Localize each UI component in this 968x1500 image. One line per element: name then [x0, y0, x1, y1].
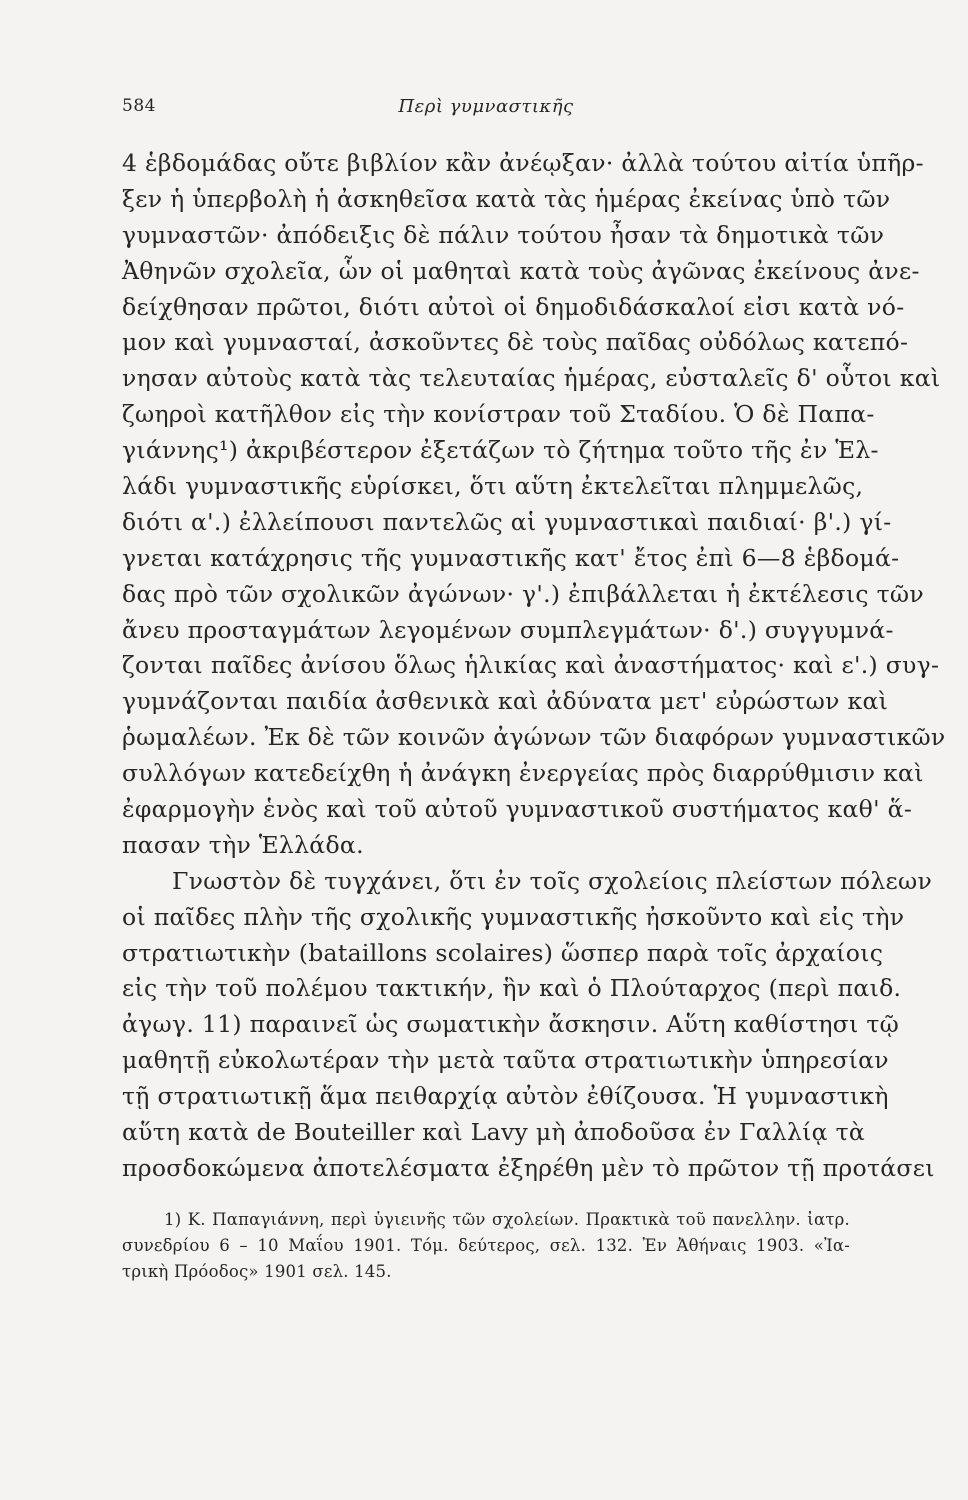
- running-title: Περὶ γυμναστικῆς: [398, 96, 574, 117]
- text-line: λάδι γυμναστικῆς εὑρίσκει, ὅτι αὕτη ἐκτελεῖται πλημμελῶς,: [122, 472, 864, 501]
- text-line: γυμναστῶν· ἀπόδειξις δὲ πάλιν τούτου ἦσαν τὰ δημοτικὰ τῶν: [122, 220, 885, 249]
- footnote-line: τρικὴ Πρόοδος» 1901 σελ. 145.: [122, 1262, 392, 1281]
- text-line: γνεται κατάχρησις τῆς γυμναστικῆς κατ' ἔτος ἐπὶ 6—8 ἑβδομά-: [122, 543, 900, 572]
- text-line: τῇ στρατιωτικῇ ἅμα πειθαρχίᾳ αὐτὸν ἐθίζουσα. Ἡ γυμναστικὴ: [122, 1082, 889, 1111]
- text-line: στρατιωτικὴν (bataillons scolaires) ὥσπερ παρὰ τοῖς ἀρχαίοις: [122, 938, 884, 967]
- footnotes: [122, 1207, 850, 1285]
- text-line: μον καὶ γυμνασταί, ἀσκοῦντες δὲ τοὺς παῖδας οὐδόλως κατεπό-: [122, 328, 909, 357]
- text-line: πασαν τὴν Ἑλλάδα.: [122, 830, 364, 859]
- text-line: ξεν ἡ ὑπερβολὴ ἡ ἀσκηθεῖσα κατὰ τὰς ἡμέρας ἐκείνας ὑπὸ τῶν: [122, 184, 891, 213]
- text-line: ῥωμαλέων. Ἐκ δὲ τῶν κοινῶν ἀγώνων τῶν διαφόρων γυμναστικῶν: [122, 723, 946, 752]
- text-line: μαθητῇ εὐκολωτέραν τὴν μετὰ ταῦτα στρατιωτικὴν ὑπηρεσίαν: [122, 1046, 889, 1075]
- text-line: γυμνάζονται παιδία ἀσθενικὰ καὶ ἀδύνατα μετ' εὐρώστων καὶ: [122, 687, 889, 716]
- text-line: ζονται παῖδες ἀνίσου ὅλως ἡλικίας καὶ ἀναστήματος· καὶ ε'.) συγ-: [122, 651, 940, 680]
- text-line: Γνωστὸν δὲ τυγχάνει, ὅτι ἐν τοῖς σχολείοις πλείστων πόλεων: [172, 866, 933, 895]
- text-line: διότι α'.) ἐλλείπουσι παντελῶς αἱ γυμναστικαὶ παιδιαί· β'.) γί-: [122, 507, 892, 536]
- page-number: 584: [122, 96, 156, 116]
- text-line: γιάννης¹) ἀκριβέστερον ἐξετάζων τὸ ζήτημα τοῦτο τῆς ἐν Ἑλ-: [122, 436, 879, 465]
- text-line: νησαν αὐτοὺς κατὰ τὰς τελευταίας ἡμέρας, εὐσταλεῖς δ' οὗτοι καὶ: [122, 364, 941, 393]
- text-line: προσδοκώμενα ἀποτελέσματα ἐξηρέθη μὲν τὸ πρῶτον τῇ προτάσει: [122, 1153, 935, 1182]
- footnote-line: 1) Κ. Παπαγιάννη, περὶ ὑγιεινῆς τῶν σχολείων. Πρακτικὰ τοῦ πανελλην. ἰατρ.: [164, 1210, 850, 1229]
- text-line: εἰς τὴν τοῦ πολέμου τακτικήν, ἣν καὶ ὁ Πλούταρχος (περὶ παιδ.: [122, 974, 902, 1003]
- text-line: συλλόγων κατεδείχθη ἡ ἀνάγκη ἐνεργείας πρὸς διαρρύθμισιν καὶ: [122, 759, 924, 788]
- text-line: 4 ἑβδομάδας οὔτε βιβλίον κἂν ἀνέῳξαν· ἀλλὰ τούτου αἰτία ὑπῆρ-: [122, 149, 924, 177]
- text-line: ἀγωγ. 11) παραινεῖ ὡς σωματικὴν ἄσκησιν. Αὕτη καθίστησι τῷ: [122, 1010, 900, 1039]
- text-line: Ἀθηνῶν σχολεῖα, ὧν οἱ μαθηταὶ κατὰ τοὺς ἀγῶνας ἐκείνους ἀνε-: [122, 256, 920, 285]
- body-text: [122, 146, 946, 1187]
- text-line: δείχθησαν πρῶτοι, διότι αὐτοὶ οἱ δημοδιδάσκαλοί εἰσι κατὰ νό-: [122, 292, 905, 321]
- page-header: [122, 96, 850, 126]
- text-line: ζωηροὶ κατῆλθον εἰς τὴν κονίστραν τοῦ Σταδίου. Ὁ δὲ Παπα-: [122, 400, 875, 429]
- footnote-line: συνεδρίου 6 – 10 Μαΐου 1901. Τόμ. δεύτερος, σελ. 132. Ἐν Ἀθήναις 1903. «Ἰα-: [122, 1236, 850, 1255]
- text-line: αὕτη κατὰ de Bouteiller καὶ Lavy μὴ ἀποδοῦσα ἐν Γαλλίᾳ τὰ: [122, 1118, 866, 1147]
- text-line: ἄνευ προσταγμάτων λεγομένων συμπλεγμάτων· δ'.) συγγυμνά-: [122, 615, 894, 644]
- text-line: ἐφαρμογὴν ἑνὸς καὶ τοῦ αὐτοῦ γυμναστικοῦ συστήματος καθ' ἅ-: [122, 795, 913, 824]
- text-line: δας πρὸ τῶν σχολικῶν ἀγώνων· γ'.) ἐπιβάλλεται ἡ ἐκτέλεσις τῶν: [122, 579, 924, 608]
- text-line: οἱ παῖδες πλὴν τῆς σχολικῆς γυμναστικῆς ἠσκοῦντο καὶ εἰς τὴν: [122, 902, 905, 931]
